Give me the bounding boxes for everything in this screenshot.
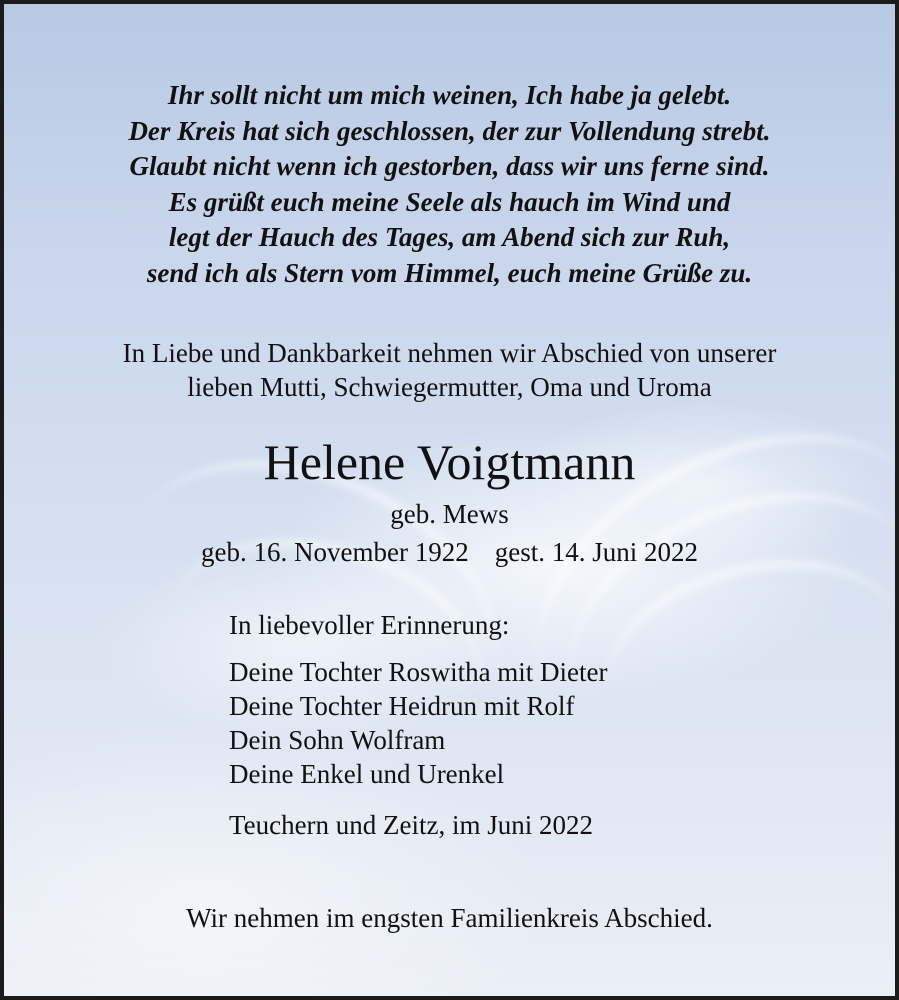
poem-line: Es grüßt euch meine Seele als hauch im Wind und [168, 186, 731, 217]
family-list [229, 608, 608, 791]
poem-line: send ich als Stern vom Himmel, euch meine Grüße zu. [146, 257, 753, 288]
maiden-name: geb. Mews [390, 499, 509, 529]
poem-line: Der Kreis hat sich geschlossen, der zur Vollendung strebt. [128, 115, 771, 146]
deceased-name: Helene Voigtmann [263, 434, 636, 490]
intro-line: lieben Mutti, Schwiegermutter, Oma und Uroma [187, 372, 712, 402]
poem-line: Glaubt nicht wenn ich gestorben, dass wir uns ferne sind. [129, 151, 770, 181]
farewell-intro [4, 336, 895, 404]
closing-note: Wir nehmen im engsten Familienkreis Abschied. [186, 903, 713, 933]
family-heading: In liebevoller Erinnerung: [229, 610, 510, 640]
family-member: Deine Tochter Roswitha mit Dieter [229, 657, 608, 687]
life-dates [4, 535, 895, 569]
death-date: gest. 14. Juni 2022 [494, 537, 698, 567]
place-and-date: Teuchern und Zeitz, im Juni 2022 [229, 810, 594, 840]
intro-line: In Liebe und Dankbarkeit nehmen wir Abschied von unserer [122, 338, 777, 368]
poem-line: Ihr sollt nicht um mich weinen, Ich habe ja gelebt. [167, 80, 732, 110]
memorial-poem [4, 78, 895, 291]
birth-date: geb. 16. November 1922 [201, 537, 469, 567]
family-member: Dein Sohn Wolfram [229, 725, 446, 755]
poem-line: legt der Hauch des Tages, am Abend sich zur Ruh, [168, 222, 731, 252]
family-member: Deine Enkel und Urenkel [229, 759, 505, 789]
family-member: Deine Tochter Heidrun mit Rolf [229, 691, 575, 721]
